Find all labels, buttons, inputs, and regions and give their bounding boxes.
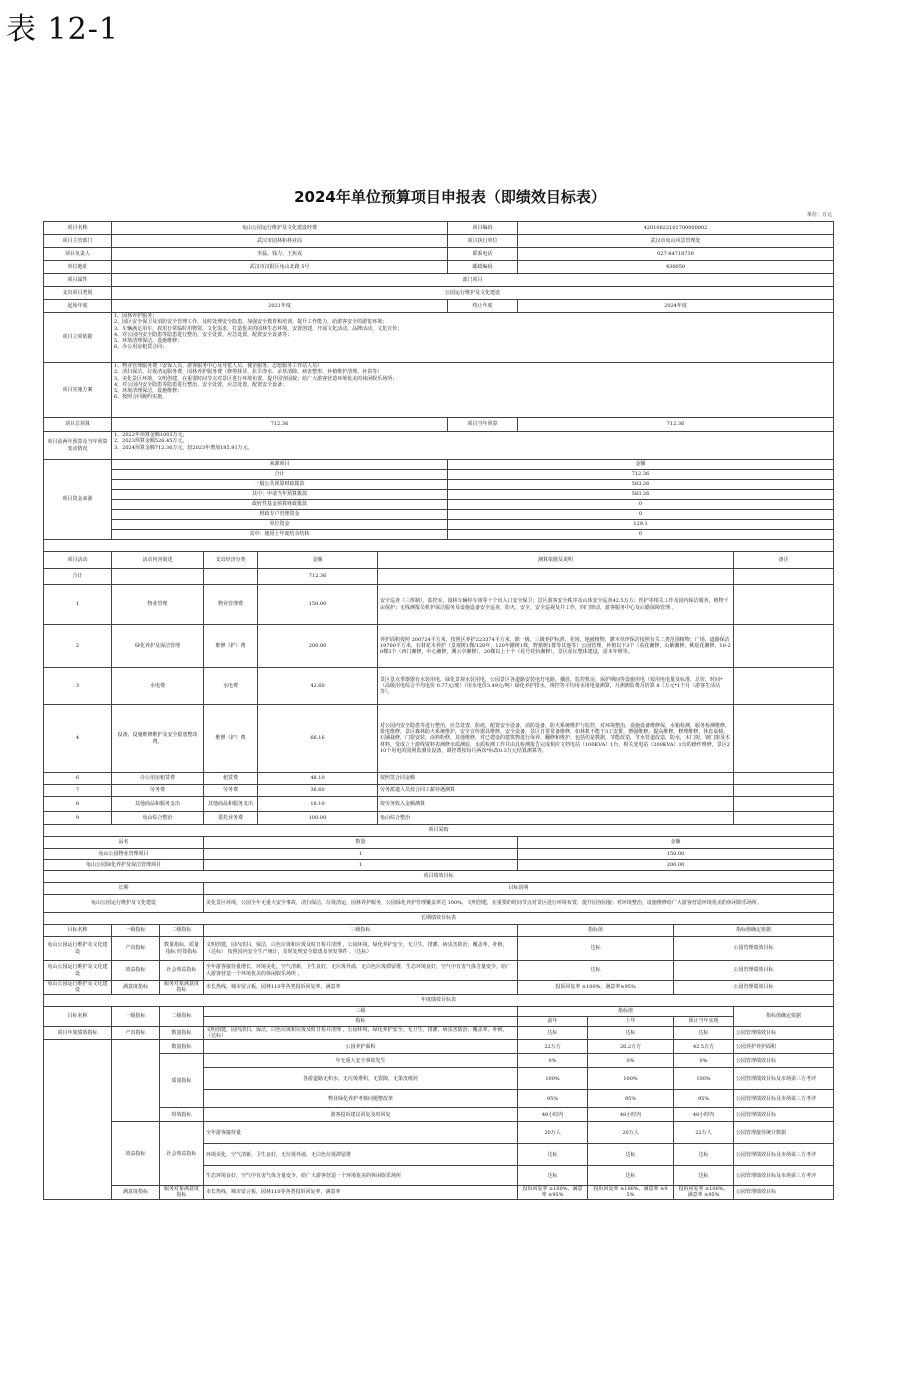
addr-label: 单位地址 (44, 261, 112, 274)
annual-row (44, 1122, 834, 1144)
act-total-label: 合计 (44, 569, 112, 585)
fund-row (44, 500, 834, 510)
act-no: 6 (44, 773, 112, 785)
basis-line: 3、车辆满足用车，雇用日常临时用物资，文化需求，打造优美的园林生态环境，安置创建，开展文化活动，品牌活动，文化宣传； (114, 325, 403, 332)
plan-text (112, 363, 834, 418)
act-note (734, 773, 834, 785)
an-a: 20万人 (518, 1122, 588, 1144)
an-c: 0% (674, 1054, 734, 1068)
annual-section-row (44, 994, 834, 1006)
end-value: 2024年度 (518, 300, 834, 313)
plan-line: 6、按照合同履约实施。 (114, 394, 168, 401)
plan-line: 4、对公园内安全隐患等隐患进行整治，安全处置，应急处置，配置安全设备； (114, 381, 288, 388)
act-econ: 其他商品和服务支出 (204, 797, 258, 812)
act-econ: 水电费 (204, 668, 258, 705)
spacer-cell (44, 540, 834, 552)
plan-line: 5、环境清理保洁，设施维修； (114, 388, 183, 395)
type-label: 支出项目类别 (44, 287, 112, 300)
proc-head: 金额 (518, 837, 834, 849)
fund-amount: 0 (448, 510, 834, 520)
budget-year-label: 项目当年预算 (448, 418, 518, 432)
act-head: 支出经济分类 (204, 552, 258, 569)
act-note (734, 705, 834, 773)
fund-row (44, 480, 834, 490)
fund-row (44, 490, 834, 500)
lt-head: 一级指标 (112, 925, 160, 937)
an-head: 一级指标 (112, 1006, 160, 1026)
proc-name: 龟山公园绿化养护及保洁管理项目 (44, 860, 204, 871)
an-basis: 公园管理绩效目标 (734, 1026, 834, 1040)
fund-name: 一般公共预算财政拨款 (112, 480, 448, 490)
annual-row (44, 1108, 834, 1122)
basis-line: 2、园区安全保卫及消防安全管理工作，及时处理安全隐患，加强安全教育和培训，提升工作能力，给游客安全的游览环境； (114, 319, 388, 326)
act-note (734, 625, 834, 668)
report-sheet (43, 221, 833, 1200)
act-amount: 66.16 (258, 705, 378, 773)
start-value: 2021年度 (112, 300, 448, 313)
an-a: 达标 (518, 1166, 588, 1186)
basis-line: 1、园林养护服务； (114, 313, 158, 319)
act-amount: 36.60 (258, 785, 378, 797)
an-b: 达标 (588, 1166, 674, 1186)
an-l3: 市长热线，城市留言板，园林110等各类投诉回复率，满意率 (204, 1186, 518, 1200)
fund-row (44, 520, 834, 530)
basis-text (112, 313, 834, 363)
long-term-header-row (44, 925, 834, 937)
targets-desc-label: 目标说明 (204, 883, 834, 895)
lt-value: 达标 (518, 961, 674, 981)
an-l3: 物业绿化养护考核问题整改率 (204, 1090, 518, 1108)
act-amount: 42.60 (258, 668, 378, 705)
act-content: 水电费 (112, 668, 204, 705)
annual-header-row (44, 1006, 834, 1016)
act-no: 7 (44, 785, 112, 797)
an-c: 达标 (674, 1026, 734, 1040)
lt-target: 龟山公园运行维护及文化建设 (44, 961, 112, 981)
an-l3: 游客投诉建议回复及时回复 (204, 1108, 518, 1122)
act-content: 龟山综合整治 (112, 812, 204, 825)
lt-basis: 公园管理绩效目标 (674, 981, 834, 995)
an-b: 100% (588, 1068, 674, 1090)
an-a: 达标 (518, 1026, 588, 1040)
an-b: 投诉回复率 ≥100%，满意率 ≥95% (588, 1186, 674, 1200)
change-text (112, 432, 834, 460)
annual-section: 年度绩效目标表 (44, 994, 834, 1006)
targets-task: 龟山公园运行维护及文化建设 (44, 895, 204, 913)
addr-value: 武汉市汉阳区龟山北路 5号 (112, 261, 448, 274)
long-term-section: 长期绩效目标表 (44, 913, 834, 925)
activity-row (44, 585, 834, 625)
targets-head-row (44, 883, 834, 895)
annual-row (44, 1054, 834, 1068)
fund-amount: 712.36 (448, 470, 834, 480)
an-head: 指标值确定依据 (734, 1006, 834, 1026)
proc-qty: 1 (204, 849, 518, 860)
an-a: 22万方 (518, 1040, 588, 1054)
an-head: 三级 (204, 1006, 518, 1016)
an-target-empty (44, 1040, 112, 1200)
an-b: 0% (588, 1054, 674, 1068)
activity-row (44, 773, 834, 785)
row-type (44, 287, 834, 300)
lt-l1: 满意度指标 (112, 981, 160, 995)
fund-name: 单位资金 (112, 520, 448, 530)
activity-row (44, 797, 834, 812)
act-note (734, 812, 834, 825)
leader-label: 项目负责人 (44, 248, 112, 261)
an-a: 100% (518, 1068, 588, 1090)
lt-head: 目标名称 (44, 925, 112, 937)
act-note (734, 585, 834, 625)
an-l3: 生态环境良好，空气中有害气体含量变少，给广大游客营造一个环境优美的休闲娱乐场所 (204, 1166, 518, 1186)
act-note (734, 797, 834, 812)
fund-amount: 0 (448, 500, 834, 510)
an-basis: 公园管理绩效目标及市场第三方考评 (734, 1144, 834, 1166)
project-code-label: 项目编码 (448, 222, 518, 235)
lt-head: 三级指标 (204, 925, 518, 937)
row-plan (44, 363, 834, 418)
an-a: 48小时内 (518, 1108, 588, 1122)
act-content: 劳务费 (112, 785, 204, 797)
fund-name: 合计 (112, 470, 448, 480)
an-subhead: 指标 (204, 1016, 518, 1026)
act-head: 活动内容简述 (112, 552, 204, 569)
an-l2: 服务对象满意度指标 (160, 1186, 204, 1200)
an-c: 达标 (674, 1144, 734, 1166)
an-basis: 公园管理绩效目标及市场第三方考评 (734, 1166, 834, 1186)
plan-line: 3、美化景区环境，文明创建，在重要时间节点对景区进行环境布置，提升园容园貌；给广大游客营造环境优美的休闲娱乐场所； (114, 375, 398, 382)
act-basis: 对公园内安全隐患等进行整治，应急处置，防疫，配置安全设备，消防设备，防火系统维护与监控，对环境整治，设施设备维修保，水箱检测，服务检测维修，排电维修，景区森林防火系统维护，安全宣传器具维修，安全设备，景区日常常备维修，如林机不能于3工安排，增强维修，提高维修，修理维修，休息桌椅，石铺栽修，门窗安装，涂料粉修，其他维修，对已建设的建筑物进行保养，翻修和维护，包括但是数据，节能改造，节水管道改造，防水，木门窗，钢门窗及木材料，受成立十游线资料表测修水质测验，水质检测工作并由具检测报告完成相应文档电站（100KVA）1台，相关变电站（200KVA）1台的操作维修，景区210个用电的国网监测及设备，调控费按每月两次*标改0.3万元结算测算等。 (378, 705, 734, 773)
act-amount: 200.00 (258, 625, 378, 668)
act-empty (734, 569, 834, 585)
act-amount: 100.00 (258, 812, 378, 825)
attr-value: 部门项目 (112, 274, 834, 287)
spacer-row (44, 540, 834, 552)
row-project-name (44, 222, 834, 235)
an-c: 100% (674, 1068, 734, 1090)
lt-target: 龟山公园运行维护及文化建设 (44, 981, 112, 995)
an-b: 20万人 (588, 1122, 674, 1144)
lt-value: 投诉回复率 ≥100%，满意率≥95% (518, 981, 674, 995)
act-basis: 按照签合同金额 (378, 773, 734, 785)
an-basis: 公园管理绩效目标及市场第三方考评 (734, 1090, 834, 1108)
act-no: 1 (44, 585, 112, 625)
an-l1: 满意度指标 (112, 1186, 160, 1200)
proc-head: 数量 (204, 837, 518, 849)
lt-basis: 公园管理绩效目标 (674, 937, 834, 961)
activities-total-row (44, 569, 834, 585)
phone-value: 027-84718730 (518, 248, 834, 261)
row-years (44, 300, 834, 313)
row-change (44, 432, 834, 460)
lt-l3: 全年游客接待量增长，环境美化，空气清新，卫生良好，无垃圾外溢，无白色垃圾滞留堆，生态环境良好，空气中有害气体含量变少，给广大游客营造一个环境优美的休闲娱乐场所 。 (204, 961, 518, 981)
an-l3: 各游道路无积水，无垃圾堆积，无裂隙，无果皮纸屑 (204, 1068, 518, 1090)
an-a: 0% (518, 1054, 588, 1068)
act-basis: 劳务派遣人员按合同工薪待遇测算 (378, 785, 734, 797)
fund-row (44, 460, 834, 470)
an-c: 投诉回复率 ≥100%，满意率 ≥95% (674, 1186, 734, 1200)
an-l1: 效益指标 (112, 1122, 160, 1186)
proc-name: 龟山公园物业管理项目 (44, 849, 204, 860)
basis-line: 6、办公用房租赁合同； (114, 344, 168, 351)
project-code-value: 42010822101700000002 (518, 222, 834, 235)
an-l2: 质量指标 (160, 1054, 204, 1108)
activity-row (44, 668, 834, 705)
fund-row (44, 470, 834, 480)
act-content: 其他商品和服务支出 (112, 797, 204, 812)
act-content: 办公用房租赁费 (112, 773, 204, 785)
act-empty (204, 569, 258, 585)
targets-section: 项目绩效目标 (44, 871, 834, 883)
an-basis: 公园管理绩效目标 (734, 1186, 834, 1200)
an-l2: 数量指标 (160, 1040, 204, 1054)
an-l1: 产出指标 (112, 1026, 160, 1040)
act-econ: 租赁费 (204, 773, 258, 785)
act-basis: 按劳务收入金额测算 (378, 797, 734, 812)
act-econ: 维修（护）费 (204, 625, 258, 668)
lt-l2: 数量指标，质量指标 时效指标 (160, 937, 204, 961)
act-basis: 养护面积按照 200724平方米，按照区养护223374平方米，除一级，三级养护标准，花境，地被植物，灌木草坪保洁按照有关二类范围植物；广场，道路保洁19700平方米，石材花木养护（景观树1棵/120年，120年撤树1株，野猪树1排等其他等）公园管理，补植以下3个（看花湘修，山紫湘修，桃瑶花湘修，10-20棵3个（西门湘修，中心湘修，溯云亭湘修），20棵以上十个（花号花轨湘修），景区花坛整体建设，需本年维等。 (378, 625, 734, 668)
lt-target: 龟山公园运行维护及文化建设 (44, 937, 112, 961)
an-a: 95% (518, 1090, 588, 1108)
dept-label: 项目主管部门 (44, 235, 112, 248)
lt-head: 指标值 (518, 925, 674, 937)
report-table (43, 221, 834, 1200)
an-b: 达标 (588, 1144, 674, 1166)
row-address (44, 261, 834, 274)
row-dept (44, 235, 834, 248)
an-b: 达标 (588, 1026, 674, 1040)
budget-total-label: 项目总预算 (44, 418, 112, 432)
an-head: 指标值 (518, 1006, 734, 1016)
row-leader (44, 248, 834, 261)
act-head: 金额 (258, 552, 378, 569)
targets-row (44, 895, 834, 913)
lt-basis: 公园管理绩效目标 (674, 961, 834, 981)
an-l3: 文明创建，园内清扫，保洁，白色垃圾和垃圾及时日检并清理 ，公园环境，绿化养护安全，无卫生，排灌，病虫害防治，覆盖率，补植，（达标） (204, 1026, 518, 1040)
an-b: 48小时内 (588, 1108, 674, 1122)
project-name-label: 项目名称 (44, 222, 112, 235)
zip-label: 邮政编码 (448, 261, 518, 274)
lt-head: 二级指标 (160, 925, 204, 937)
act-empty (112, 569, 204, 585)
fund-row (44, 530, 834, 540)
annual-row (44, 1040, 834, 1054)
lt-l3: 市长热线，城市留言板，园林110等各类投诉回复率，满意率 (204, 981, 518, 995)
proc-amount: 150.00 (518, 849, 834, 860)
lt-value: 达标 (518, 937, 674, 961)
act-basis: 景区景点垂器器有水装用电，绿化景观水装用电，公园景区各道路安装电灯电路，播放，监控机房，保护期间等设施用电（按用电电量及标准，总价，时间*（高级用电综合平均电价 0.77元/度）（用水电价3.49元/吨）绿化养护排水，视控等平均用水用电量测算，月测测监费月折算 8（万元*1个月（游客生活站等）。 (378, 668, 734, 705)
long-term-row (44, 961, 834, 981)
an-b: 26.2万方 (588, 1040, 674, 1054)
an-a: 投诉回复率 ≥100%，满意率 ≥95% (518, 1186, 588, 1200)
act-no: 4 (44, 705, 112, 773)
act-econ: 劳务费 (204, 785, 258, 797)
plan-line: 1、物业管理服务费（安保人员、游客服务中心及导览人员、便企服务、志愿服务工作站人员） (114, 363, 323, 369)
act-basis: 龟山综合整治 (378, 812, 734, 825)
an-basis: 公园管理绩效目标 (734, 1108, 834, 1122)
budget-year-value: 712.36 (518, 418, 834, 432)
act-econ: 物业管理费 (204, 585, 258, 625)
an-c: 达标 (674, 1166, 734, 1186)
activities-header-row (44, 552, 834, 569)
end-label: 终止年度 (448, 300, 518, 313)
an-l3: 年无重大安全事故发生 (204, 1054, 518, 1068)
an-basis: 公园养护养护面积 (734, 1040, 834, 1054)
lt-l1: 产出指标 (112, 937, 160, 961)
exec-label: 项目执行单位 (448, 235, 518, 248)
annual-row (44, 1026, 834, 1040)
an-c: 42.5万方 (674, 1040, 734, 1054)
lt-l3: 文明创建，园内清扫，保洁，白色垃圾和垃圾及时日检并清理 ，公园环境，绿化养护安全，无卫生，排灌，病虫害防治，覆盖率，补植，（达标） 按照园内安全生产统计，及时处理安全隐患及突发事件 ，（达标） (204, 937, 518, 961)
fund-name: 其中：申请当年预算拨款 (112, 490, 448, 500)
an-l3: 环境美化，空气清新，卫生良好，无垃圾外溢，无白色垃圾滞留堆 (204, 1144, 518, 1166)
act-content: 设备、设施维修维护及安全隐患整改费。 (112, 705, 204, 773)
fund-amount: 129.1 (448, 520, 834, 530)
act-econ: 维修（护）费 (204, 705, 258, 773)
act-no: 8 (44, 797, 112, 812)
an-subhead: 前年 (518, 1016, 588, 1026)
project-name-value: 龟山公园运行维护及文化建设经费 (112, 222, 448, 235)
an-l2: 数量指标 (160, 1026, 204, 1040)
row-attr (44, 274, 834, 287)
act-note (734, 785, 834, 797)
basis-label: 项目立项依据 (44, 313, 112, 363)
activity-row (44, 625, 834, 668)
basis-line: 4、对公园内安全隐患等隐患进行整治，安全处置，应急处置，配置安全设备等； (114, 331, 293, 338)
lt-head: 指标值确定依据 (674, 925, 834, 937)
annual-row (44, 1186, 834, 1200)
unit-label: 单位：万元 (806, 212, 832, 218)
act-empty (378, 569, 734, 585)
act-amount: 18.10 (258, 797, 378, 812)
an-l2: 时效指标 (160, 1108, 204, 1122)
an-head: 目标名称 (44, 1006, 112, 1026)
proc-qty: 1 (204, 860, 518, 871)
procurement-section: 项目采购 (44, 825, 834, 837)
long-term-section-row (44, 913, 834, 925)
lt-l2: 服务对象满意度指标 (160, 981, 204, 995)
exec-value: 武汉市龟山风景管理处 (518, 235, 834, 248)
targets-section-row (44, 871, 834, 883)
funds-head-item: 来源项目 (112, 460, 448, 470)
act-head: 备注 (734, 552, 834, 569)
change-line: 3、2024预算金额712.36万元，较2023年增加185.91万元。 (114, 444, 253, 451)
act-no: 9 (44, 812, 112, 825)
fund-amount: 583.26 (448, 490, 834, 500)
budget-total-value: 712.36 (112, 418, 448, 432)
act-head: 测算依据及说明 (378, 552, 734, 569)
procurement-section-row (44, 825, 834, 837)
act-amount: 48.10 (258, 773, 378, 785)
start-label: 起始年度 (44, 300, 112, 313)
an-l3: 公园养护面积 (204, 1040, 518, 1054)
fund-name: 财政专户管理资金 (112, 510, 448, 520)
procurement-header-row (44, 837, 834, 849)
zip-value: 430050 (518, 261, 834, 274)
an-l3: 全年游客接待量 (204, 1122, 518, 1144)
row-budget (44, 418, 834, 432)
an-subhead: 上年 (588, 1016, 674, 1026)
an-basis: 公园管理接待统计数据 (734, 1122, 834, 1144)
type-value: 公园运行维护及文化建设 (112, 287, 834, 300)
long-term-row (44, 937, 834, 961)
act-content: 物业管理 (112, 585, 204, 625)
plan-label: 项目实施方案 (44, 363, 112, 418)
activity-row (44, 785, 834, 797)
an-basis: 公园管理绩效目标及市场第三方考评 (734, 1068, 834, 1090)
act-note (734, 668, 834, 705)
change-label: 项目前两年预算及当年预算变动情况 (44, 432, 112, 460)
change-line: 1、2022年预算金额1003万元， (114, 432, 188, 438)
fund-name: 政府性基金预算财政拨款 (112, 500, 448, 510)
procurement-row (44, 860, 834, 871)
proc-amount: 200.00 (518, 860, 834, 871)
an-target: 项目年度绩效指标 (44, 1026, 112, 1040)
page-title: 2024年单位预算项目申报表（即绩效目标表） (294, 188, 606, 206)
fund-amount: 0 (448, 530, 834, 540)
funds-head-amount: 金额 (448, 460, 834, 470)
basis-line: 5、环境清理保洁，设施维修； (114, 338, 183, 345)
an-l1 (112, 1040, 160, 1122)
plan-line: 2、清扫保洁、垃圾清运服务费，园林养护服务费（修剪抹芽、抗旱浇水、杀草清除、病害整形、补植维护清理、补苗等） (114, 369, 383, 376)
an-l2: 社会效益指标 (160, 1122, 204, 1186)
funds-label: 项目资金来源 (44, 460, 112, 540)
an-basis: 公园管理绩效目标 (734, 1054, 834, 1068)
lt-l1: 效益指标 (112, 961, 160, 981)
attr-label: 项目属性 (44, 274, 112, 287)
procurement-row (44, 849, 834, 860)
act-head: 项目活动 (44, 552, 112, 569)
targets-task-label: 长期 (44, 883, 204, 895)
change-line: 2、2023预算金额526.45万元， (114, 438, 188, 445)
proc-head: 品名 (44, 837, 204, 849)
act-total-value: 712.36 (258, 569, 378, 585)
activity-row (44, 812, 834, 825)
an-c: 95% (674, 1090, 734, 1108)
fund-name: 其中：使用上年度结余结转 (112, 530, 448, 540)
act-econ: 委托业务费 (204, 812, 258, 825)
dept-value: 武汉市园林和林业局 (112, 235, 448, 248)
targets-desc: 美化景区环境，公园全年无重大安全事故，清扫保洁，垃圾清运，园林养护服务，公园绿化养护管理覆盖率达 100%，文明创建，在重要的时间节点对景区进行环境布置，提升园容园貌；对环境整治，设施维修给广大游客营造环境优美的休闲娱乐场所。 (204, 895, 834, 913)
act-amount: 150.00 (258, 585, 378, 625)
leader-value: 李磊、钱力、王焦戎 (112, 248, 448, 261)
an-a: 达标 (518, 1144, 588, 1166)
act-basis: 安全巡查（三班制），监控室，园林车辆停车场等十个出入口安全保卫；景区游客安全秩序及山体安全巡查42.5万方；医护等相关工作及园内保洁服务，植物千亩保护；无线测报员机护保洁服务及设施设备安全巡查，防火，安全，安全巡视及并工作，四门律动，游客服务中心及后勤保障管理 。 (378, 585, 734, 625)
page-label: 表 12-1 (6, 12, 119, 47)
an-subhead: 预计当年实现 (674, 1016, 734, 1026)
an-c: 48小时内 (674, 1108, 734, 1122)
act-no: 3 (44, 668, 112, 705)
fund-row (44, 510, 834, 520)
an-head: 二级指标 (160, 1006, 204, 1026)
phone-label: 联系电话 (448, 248, 518, 261)
activity-row (44, 705, 834, 773)
fund-amount: 583.26 (448, 480, 834, 490)
long-term-row (44, 981, 834, 995)
an-c: 22万人 (674, 1122, 734, 1144)
lt-l2: 社会效益指标 (160, 961, 204, 981)
an-b: 95% (588, 1090, 674, 1108)
row-basis (44, 313, 834, 363)
act-content: 绿化养护及保洁管理 (112, 625, 204, 668)
act-no: 2 (44, 625, 112, 668)
